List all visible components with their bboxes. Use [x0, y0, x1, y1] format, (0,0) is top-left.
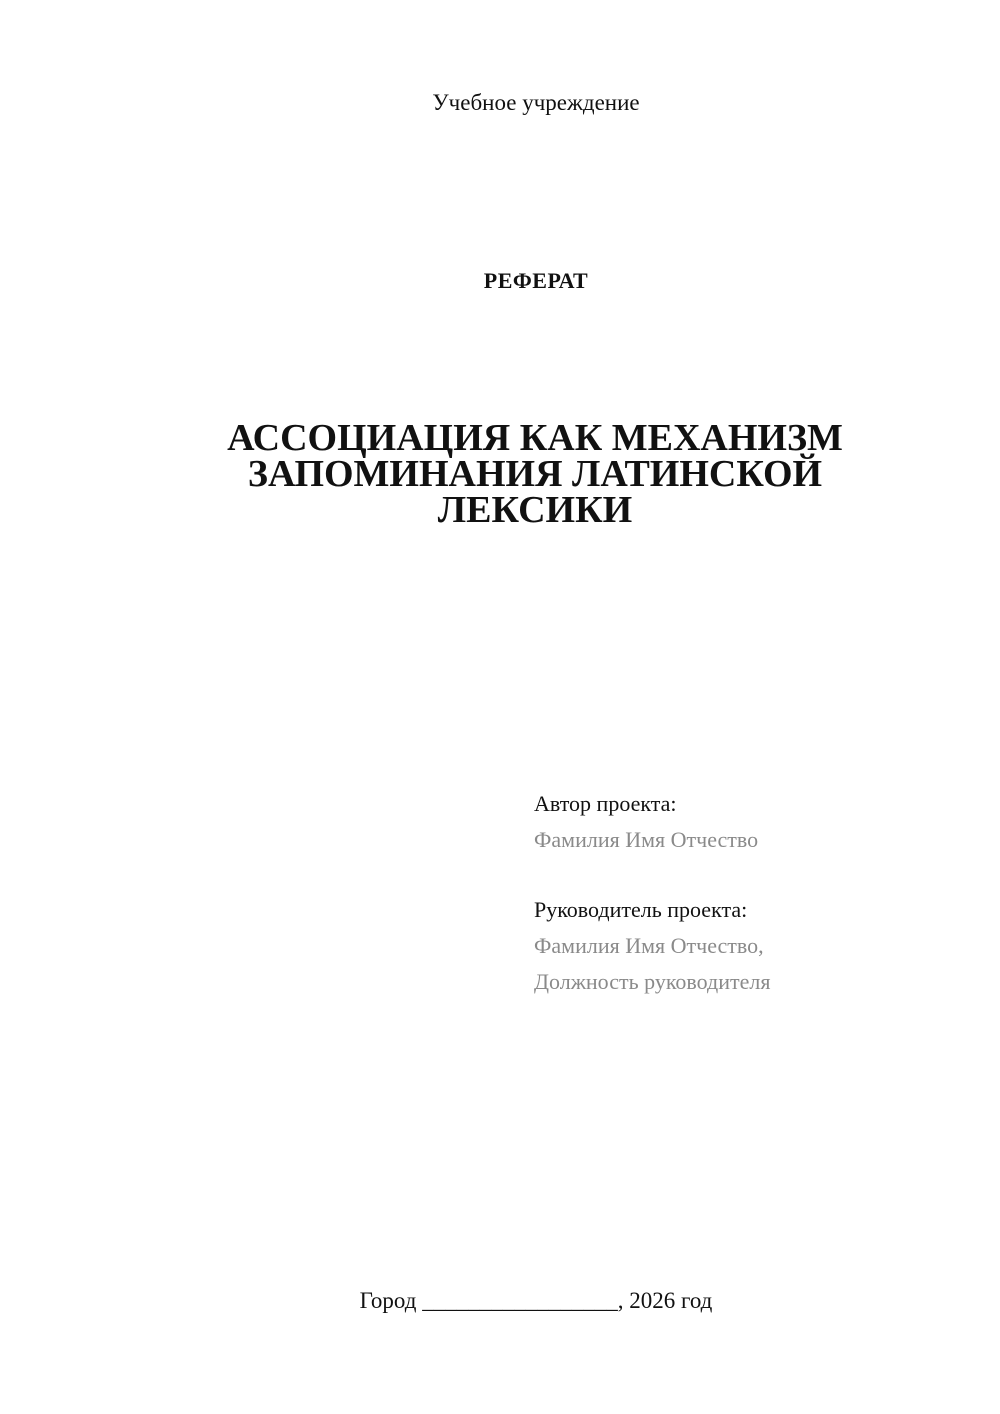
city-year-line: Город _________________, 2026 год [359, 1288, 713, 1313]
institution-name: Учебное учреждение [432, 90, 640, 115]
title-line: ЗАПОМИНАНИЯ ЛАТИНСКОЙ [247, 453, 823, 495]
supervisor-block [534, 892, 974, 1000]
supervisor-label: Руководитель проекта: [534, 897, 748, 922]
title-line: АССОЦИАЦИЯ КАК МЕХАНИЗМ [227, 417, 843, 459]
author-label: Автор проекта: [534, 791, 677, 816]
document-type: РЕФЕРАТ [483, 268, 589, 293]
author-name: Фамилия Имя Отчество [534, 827, 759, 852]
document-title [210, 417, 860, 531]
author-block [534, 786, 974, 858]
supervisor-name: Фамилия Имя Отчество, [534, 933, 764, 958]
supervisor-position: Должность руководителя [534, 969, 771, 994]
title-line: ЛЕКСИКИ [437, 489, 633, 531]
